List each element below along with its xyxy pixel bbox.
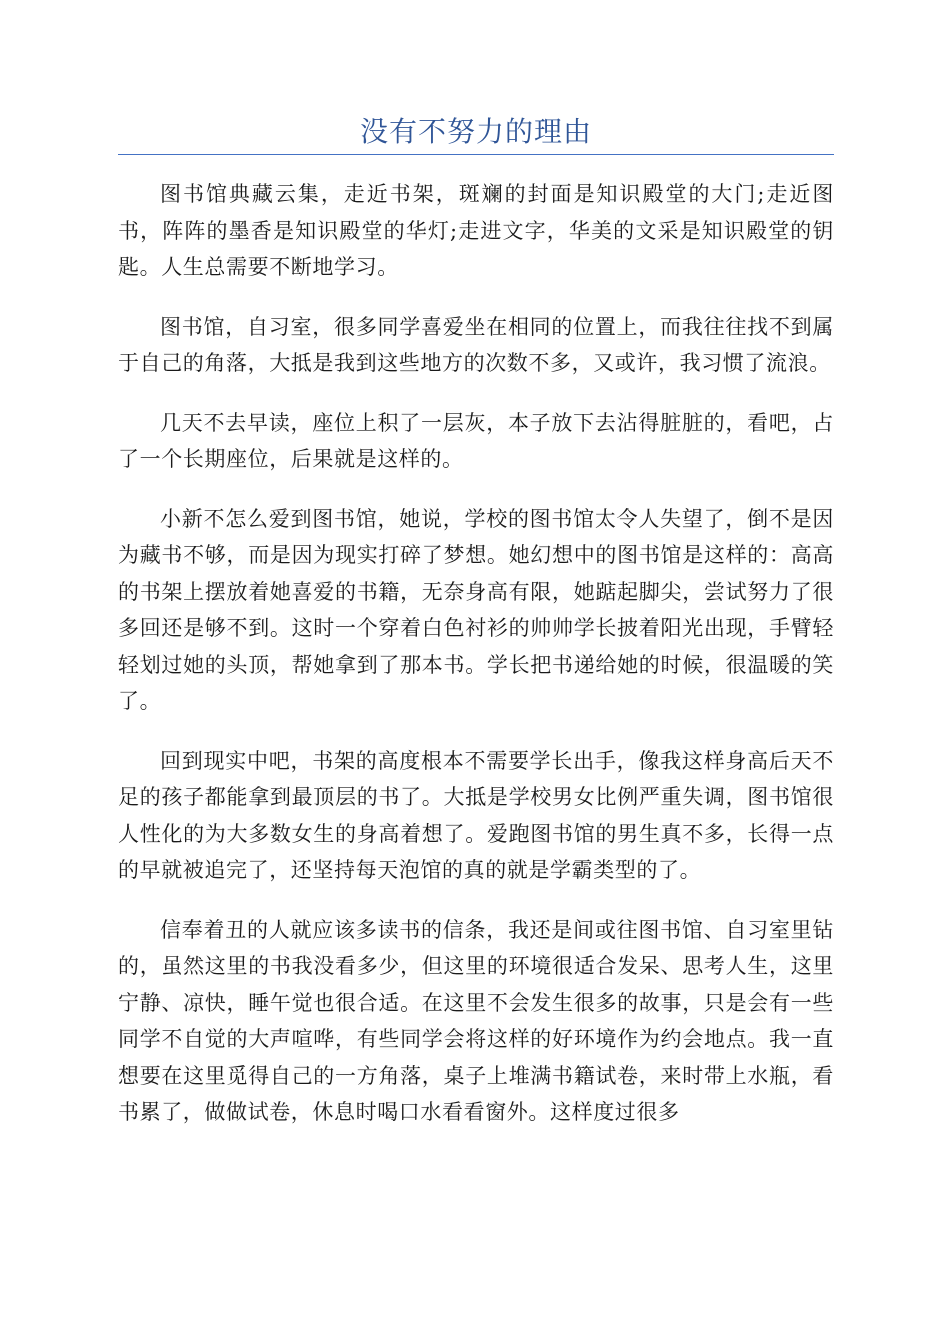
- paragraph: 图书馆，自习室，很多同学喜爱坐在相同的位置上，而我往往找不到属于自己的角落，大抵是我到这些地方的次数不多，又或许，我习惯了流浪。: [118, 314, 834, 375]
- document-title: 没有不努力的理由: [359, 115, 592, 148]
- paragraph: 小新不怎么爱到图书馆，她说，学校的图书馆太令人失望了，倒不是因为藏书不够，而是因为现实打碎了梦想。她幻想中的图书馆是这样的：高高的书架上摆放着她喜爱的书籍，无奈身高有限，她踮起脚尖，尝试努力了很多回还是够不到。这时一个穿着白色衬衫的帅帅学长披着阳光出现，手臂轻轻划过她的头顶，帮她拿到了那本书。学长把书递给她的时候，很温暖的笑了。: [118, 506, 834, 713]
- paragraph: 几天不去早读，座位上积了一层灰，本子放下去沾得脏脏的，看吧，占了一个长期座位，后果就是这样的。: [118, 410, 834, 471]
- title-underline: [118, 154, 834, 155]
- paragraph: 回到现实中吧，书架的高度根本不需要学长出手，像我这样身高后天不足的孩子都能拿到最顶层的书了。大抵是学校男女比例严重失调，图书馆很人性化的为大多数女生的身高着想了。爱跑图书馆的男生真不多，长得一点的早就被追完了，还坚持每天泡馆的真的就是学霸类型的了。: [118, 748, 834, 882]
- document-body: [118, 176, 834, 1154]
- paragraph: 图书馆典藏云集，走近书架，斑斓的封面是知识殿堂的大门;走近图书，阵阵的墨香是知识殿堂的华灯;走进文字，华美的文采是知识殿堂的钥匙。人生总需要不断地学习。: [118, 182, 834, 279]
- paragraph: 信奉着丑的人就应该多读书的信条，我还是间或往图书馆、自习室里钻的，虽然这里的书我没看多少，但这里的环境很适合发呆、思考人生，这里宁静、凉快，睡午觉也很合适。在这里不会发生很多的故事，只是会有一些同学不自觉的大声喧哗，有些同学会将这样的好环境作为约会地点。我一直想要在这里觅得自己的一方角落，桌子上堆满书籍试卷，来时带上水瓶，看书累了，做做试卷，休息时喝口水看看窗外。这样度过很多: [118, 917, 834, 1124]
